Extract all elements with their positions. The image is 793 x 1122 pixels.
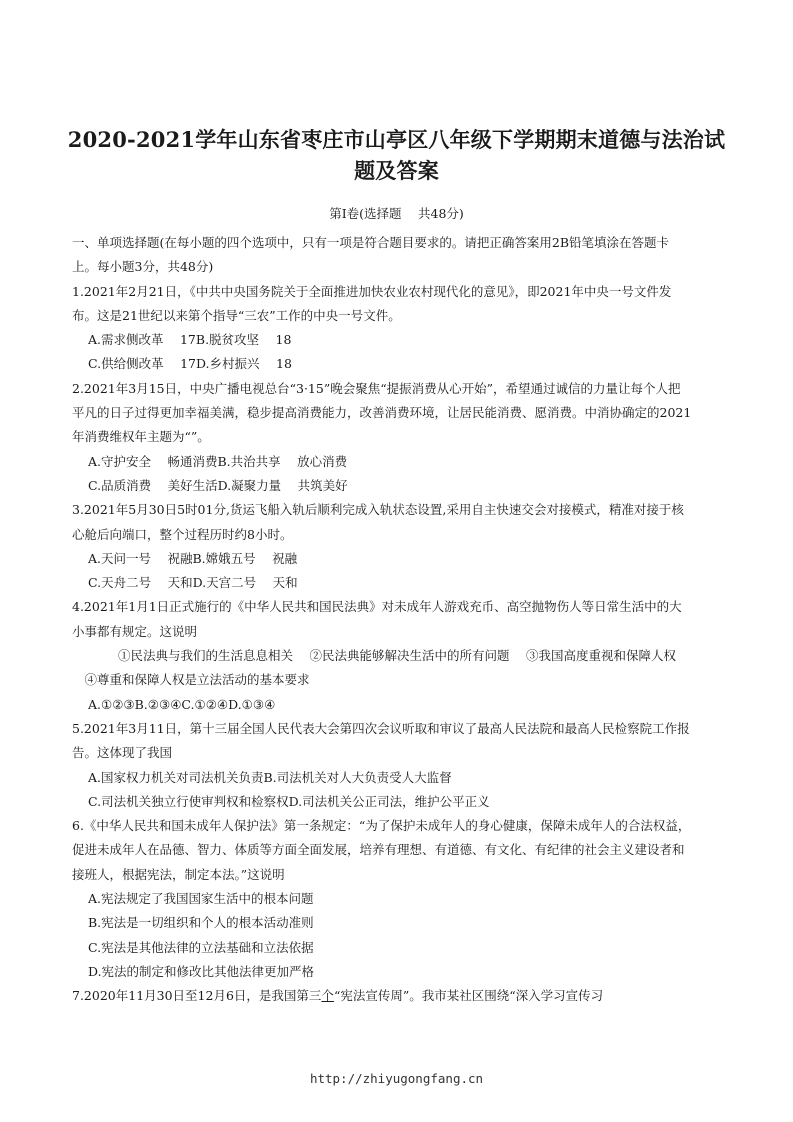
document-title (40, 124, 753, 186)
question-4-options-row: A.①②③B.②③④C.①②④D.①③④ (88, 696, 276, 712)
question-5-options-row: A.国家权力机关对司法机关负责B.司法机关对人大负责受人大监督 (88, 769, 452, 785)
question-1-options-row: A.需求侧改革 17B.脱贫攻坚 18 (88, 332, 292, 348)
instructions: 一、单项选择题(在每小题的四个选项中，只有一项是符合题目要求的。请把正确答案用2B铅笔填涂在答题卡上。每小题3分，共48分) (72, 235, 670, 275)
question-3-options-row: C.天舟二号 天和D.天宫二号 天和 (88, 575, 298, 591)
title-line-2: 题及答案 (354, 158, 439, 183)
question-6-stem: 6.《中华人民共和国未成年人保护法》第一条规定：“为了保护未成年人的身心健康，保障未成年人的合法权益，促进未成年人在品德、智力、体质等方面全面发展，培养有理想、有道德、有文化、有纪律的社会主义建设者和接班人，根据宪法，制定本法。”这说明 (72, 818, 691, 882)
question-7-stem-part1: 7.2020年11月30日至12月6日，是我国第三 (72, 988, 322, 1004)
question-3-options-row: A.天问一号 祝融B.嫦娥五号 祝融 (88, 550, 298, 566)
question-6-option: A.宪法规定了我国国家生活中的根本问题 (88, 891, 314, 907)
question-3-stem: 3.2021年5月30日5时01分,货运飞船入轨后顺利完成入轨状态设置,采用自主快速交会对接模式，精准对接于核心舱后向端口，整个过程历时约8小时。 (72, 502, 684, 542)
title-line-1: 2020-2021学年山东省枣庄市山亭区八年级下学期期末道德与法治试 (67, 127, 726, 152)
question-7-stem-part2: “宪法宣传周”。我市某社区围绕“深入学习宣传习 (333, 988, 604, 1004)
question-4-stem: 4.2021年1月1日正式施行的《中华人民共和国民法典》对未成年人游戏充币、高空抛物伤人等日常生活中的大小事都有规定。这说明 (72, 599, 682, 639)
question-1-options-row: C.供给侧改革 17D.乡村振兴 18 (88, 356, 292, 372)
question-6-option: B.宪法是一切组织和个人的根本活动准则 (88, 915, 314, 931)
question-5-options-row: C.司法机关独立行使审判权和检察权D.司法机关公正司法，维护公平正义 (88, 793, 490, 809)
question-2-stem: 2.2021年3月15日，中央广播电视总台“3·15”晚会聚焦“提振消费从心开始”，希望通过诚信的力量让每个人把平凡的日子过得更加幸福美满，稳步提高消费能力，改善消费环境，让居民能消费、愿消费。中消协确定的2021年消费维权年主题为“”。 (72, 380, 692, 445)
document-body (72, 231, 692, 1009)
question-6-option: C.宪法是其他法律的立法基础和立法依据 (88, 939, 314, 955)
question-1-stem: 1.2021年2月21日，《中共中央国务院关于全面推进加快农业农村现代化的意见》，即2021年中央一号文件发布。这是21世纪以来第个指导“三农”工作的中央一号文件。 (72, 283, 672, 323)
question-6-option: D.宪法的制定和修改比其他法律更加严格 (88, 963, 315, 979)
section-heading: 第Ⅰ卷(选择题 共48分) (329, 206, 464, 221)
question-4-statements: ①民法典与我们的生活息息相关 ②民法典能够解决生活中的所有问题 ③我国高度重视和保障人权 ④尊重和保障人权是立法活动的基本要求 (72, 648, 676, 688)
question-7-stem-underlined: 个 (321, 988, 334, 1004)
question-5-stem: 5.2021年3月11日，第十三届全国人民代表大会第四次会议听取和审议了最高人民法院和最高人民检察院工作报告。这体现了我国 (72, 720, 690, 761)
footer-url: http://zhiyugongfang.cn (309, 1071, 484, 1086)
question-2-options-row: A.守护安全 畅通消费B.共治共享 放心消费 (88, 453, 348, 469)
question-7-stem (72, 984, 692, 1008)
question-2-options-row: C.品质消费 美好生活D.凝聚力量 共筑美好 (88, 477, 348, 493)
